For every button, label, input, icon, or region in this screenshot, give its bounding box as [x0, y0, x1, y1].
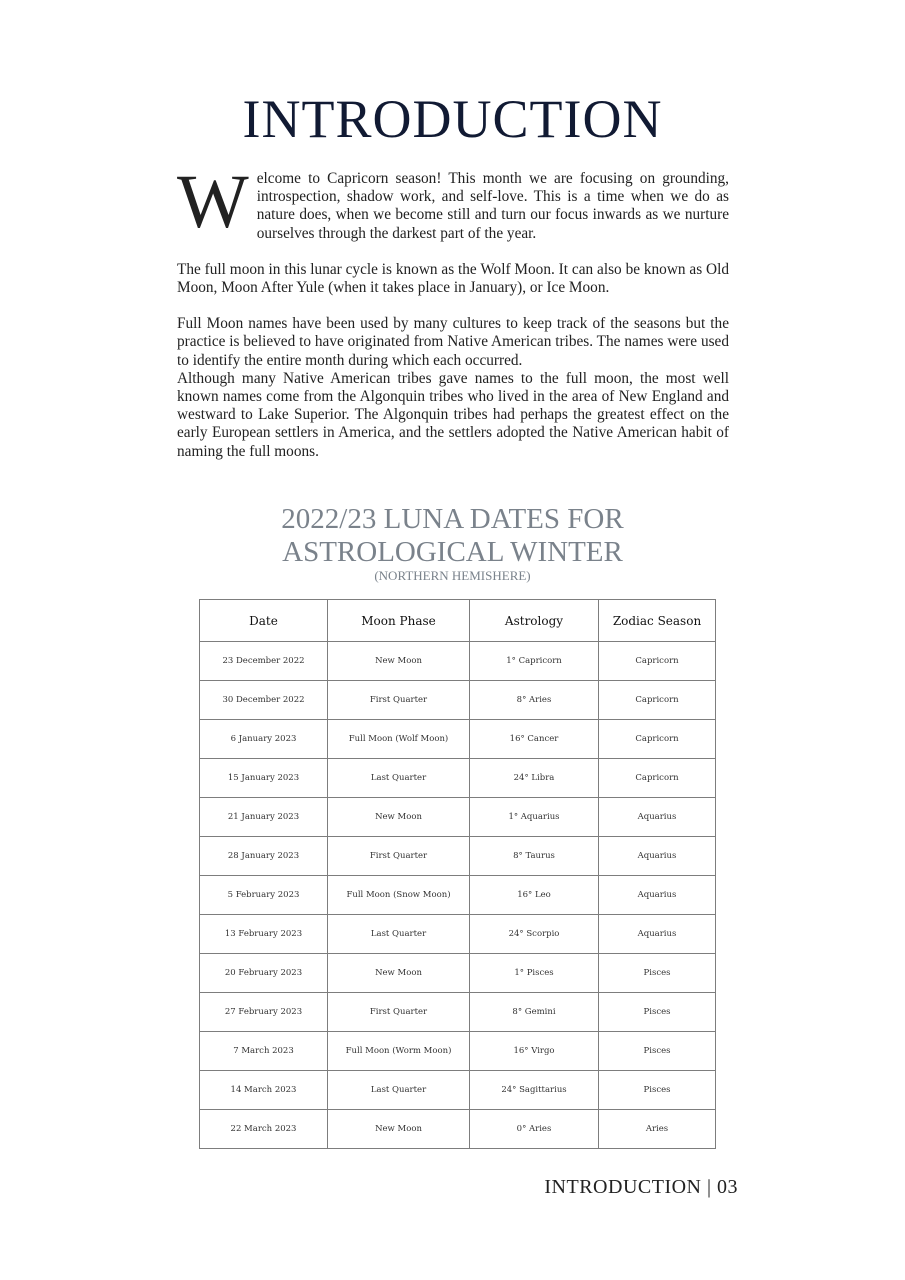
astrology-cell: 1° Pisces — [470, 954, 599, 993]
paragraph-wolf-moon: The full moon in this lunar cycle is known as the Wolf Moon. It can also be known as Old Moon, Moon After Yule (when it takes place in January), or Ice Moon. — [177, 260, 729, 297]
date-cell: 6 January 2023 — [200, 720, 328, 759]
astrology-cell: 16° Leo — [470, 876, 599, 915]
paragraph-moon-names: Full Moon names have been used by many cultures to keep track of the seasons but the practice is believed to have originated from Native American tribes. The names were used to identify the entire month during which each occurred. — [177, 315, 729, 369]
date-cell: 21 January 2023 — [200, 798, 328, 837]
table-body — [200, 642, 716, 1149]
zodiac-season-cell: Pisces — [599, 954, 716, 993]
table-row — [200, 993, 716, 1032]
table-row — [200, 915, 716, 954]
header-astrology: Astrology — [470, 600, 599, 642]
section-heading-line1: 2022/23 LUNA DATES FOR — [281, 503, 624, 535]
intro-text — [177, 160, 729, 461]
date-cell: 13 February 2023 — [200, 915, 328, 954]
table-row — [200, 798, 716, 837]
moon-phase-cell: New Moon — [328, 798, 470, 837]
astrology-cell: 24° Scorpio — [470, 915, 599, 954]
astrology-cell: 1° Aquarius — [470, 798, 599, 837]
zodiac-season-cell: Capricorn — [599, 720, 716, 759]
table-row — [200, 1032, 716, 1071]
zodiac-season-cell: Pisces — [599, 1032, 716, 1071]
date-cell: 7 March 2023 — [200, 1032, 328, 1071]
astrology-cell: 16° Cancer — [470, 720, 599, 759]
table-row — [200, 759, 716, 798]
date-cell: 22 March 2023 — [200, 1110, 328, 1149]
moon-phase-cell: Last Quarter — [328, 1071, 470, 1110]
moon-phase-cell: New Moon — [328, 642, 470, 681]
zodiac-season-cell: Aries — [599, 1110, 716, 1149]
date-cell: 23 December 2022 — [200, 642, 328, 681]
table-row — [200, 837, 716, 876]
astrology-cell: 8° Aries — [470, 681, 599, 720]
table-row — [200, 642, 716, 681]
zodiac-season-cell: Aquarius — [599, 915, 716, 954]
page-footer: INTRODUCTION | 03 — [544, 1176, 738, 1198]
table-header — [200, 600, 716, 642]
header-date: Date — [200, 600, 328, 642]
luna-dates-table — [199, 599, 716, 1149]
astrology-cell: 8° Taurus — [470, 837, 599, 876]
moon-phase-cell: Full Moon (Snow Moon) — [328, 876, 470, 915]
zodiac-season-cell: Aquarius — [599, 798, 716, 837]
moon-phase-cell: Last Quarter — [328, 915, 470, 954]
moon-phase-cell: First Quarter — [328, 993, 470, 1032]
date-cell: 30 December 2022 — [200, 681, 328, 720]
astrology-cell: 8° Gemini — [470, 993, 599, 1032]
date-cell: 5 February 2023 — [200, 876, 328, 915]
date-cell: 15 January 2023 — [200, 759, 328, 798]
date-cell: 20 February 2023 — [200, 954, 328, 993]
moon-phase-cell: Full Moon (Wolf Moon) — [328, 720, 470, 759]
date-cell: 28 January 2023 — [200, 837, 328, 876]
section-heading — [0, 503, 905, 583]
hemisphere-note: (NORTHERN HEMISHERE) — [374, 568, 531, 583]
zodiac-season-cell: Pisces — [599, 1071, 716, 1110]
zodiac-season-cell: Capricorn — [599, 642, 716, 681]
zodiac-season-cell: Pisces — [599, 993, 716, 1032]
paragraph-algonquin: Although many Native American tribes gave names to the full moon, the most well known names come from the Algonquin tribes who lived in the area of New England and westward to Lake Superior. The Algonquin tribes had perhaps the greatest effect on the early European settlers in America, and the settlers adopted the Native American habit of naming the full moons. — [177, 369, 729, 460]
zodiac-season-cell: Aquarius — [599, 876, 716, 915]
moon-phase-cell: Full Moon (Worm Moon) — [328, 1032, 470, 1071]
paragraph-welcome-text: elcome to Capricorn season! This month we are focusing on grounding, introspection, shadow work, and self-love. This is a time when we do as nature does, when we become still and turn our focus inwards as we nurture ourselves through the darkest part of the year. — [256, 170, 729, 242]
table-row — [200, 1110, 716, 1149]
moon-phase-cell: New Moon — [328, 1110, 470, 1149]
table-header-row — [200, 600, 716, 642]
page-title: INTRODUCTION — [242, 89, 663, 149]
header-moon-phase: Moon Phase — [328, 600, 470, 642]
moon-phase-cell: First Quarter — [328, 681, 470, 720]
zodiac-season-cell: Aquarius — [599, 837, 716, 876]
zodiac-season-cell: Capricorn — [599, 759, 716, 798]
astrology-cell: 16° Virgo — [470, 1032, 599, 1071]
paragraph-welcome — [177, 160, 729, 244]
zodiac-season-cell: Capricorn — [599, 681, 716, 720]
astrology-cell: 24° Sagittarius — [470, 1071, 599, 1110]
section-heading-line2: ASTROLOGICAL WINTER — [282, 536, 623, 568]
date-cell: 27 February 2023 — [200, 993, 328, 1032]
moon-phase-cell: New Moon — [328, 954, 470, 993]
header-zodiac-season: Zodiac Season — [599, 600, 716, 642]
drop-cap: W — [177, 160, 249, 244]
astrology-cell: 24° Libra — [470, 759, 599, 798]
astrology-cell: 1° Capricorn — [470, 642, 599, 681]
table-row — [200, 1071, 716, 1110]
table-row — [200, 681, 716, 720]
moon-phase-cell: Last Quarter — [328, 759, 470, 798]
table-row — [200, 876, 716, 915]
date-cell: 14 March 2023 — [200, 1071, 328, 1110]
table-row — [200, 954, 716, 993]
astrology-cell: 0° Aries — [470, 1110, 599, 1149]
table-row — [200, 720, 716, 759]
moon-phase-cell: First Quarter — [328, 837, 470, 876]
